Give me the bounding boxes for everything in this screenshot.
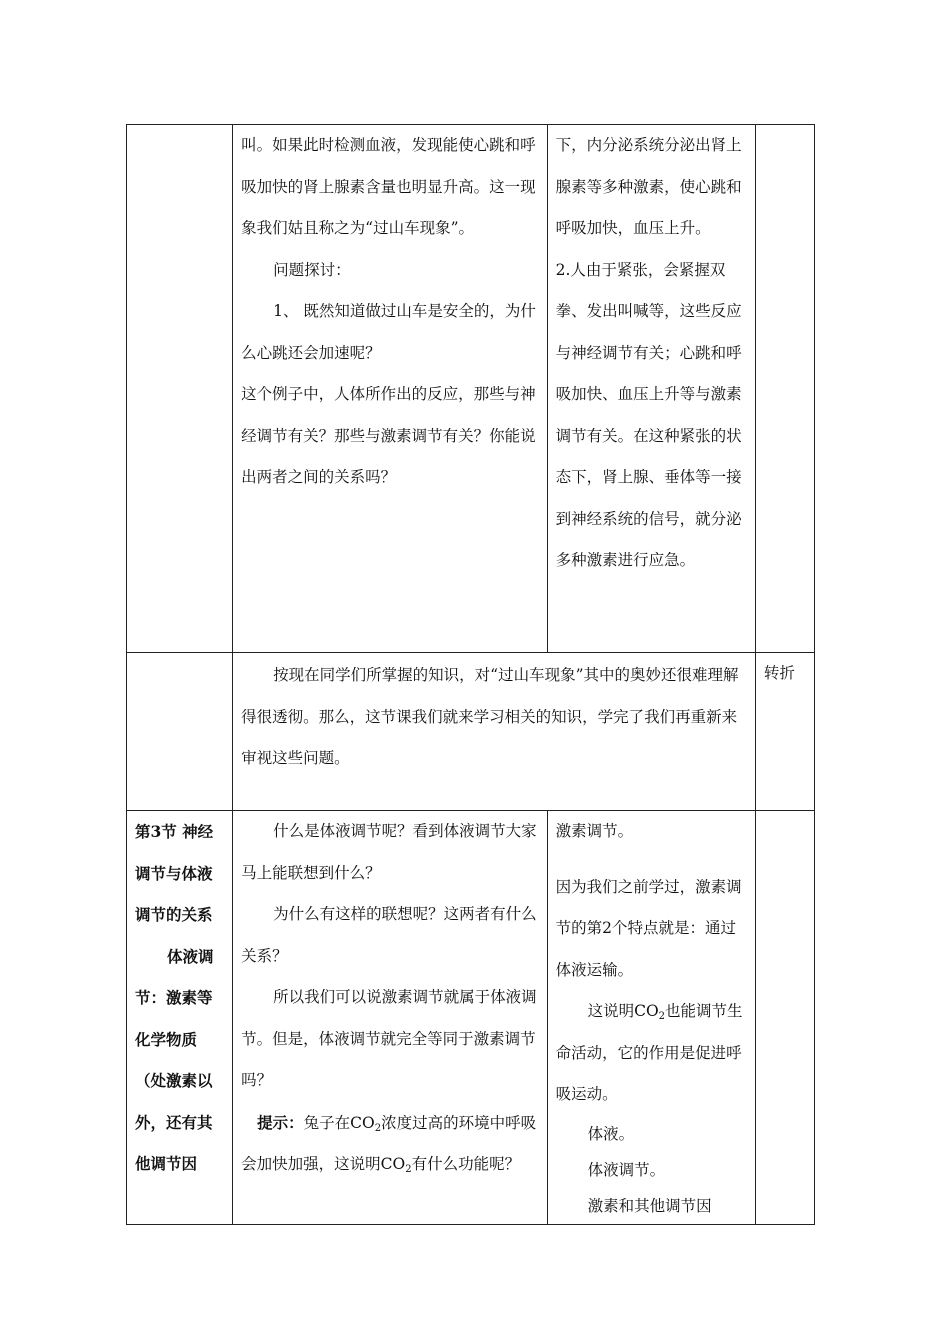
row3-col3-para3	[556, 991, 747, 1116]
row1-col2-para2: 问题探讨：	[273, 260, 351, 279]
section-title: 第3节 神经调节与体液调节的关系	[135, 822, 214, 924]
row1-col1	[127, 125, 233, 653]
lesson-plan-table	[126, 124, 815, 1225]
co2-text-b: 也能调节生命活动，它的作用是促进呼吸运动。	[555, 1002, 743, 1103]
row2-main	[233, 653, 756, 811]
row3-col3-para1: 激素调节。	[555, 822, 634, 840]
hint-text-b: 浓度过高的环境中呼吸会加快加强，这说明CO	[241, 1113, 537, 1173]
hint-label: 提示：	[257, 1112, 304, 1132]
row1-col2	[233, 125, 547, 653]
row1-col3-para2: 2.人由于紧张，会紧握双拳、发出叫喊等，这些反应与神经调节有关；心跳和呼吸加快、血压上升等与激素调节有关。在这种紧张的状态下，肾上腺、垂体等一接到神经系统的信号，就分泌多种激素进行应急。	[555, 260, 742, 569]
hint-text-c: 有什么功能呢？	[411, 1155, 521, 1173]
row3-col2	[233, 811, 547, 1225]
row3-col4	[755, 811, 814, 1225]
row1-col4	[755, 125, 814, 653]
row1-col2-para3: 1、 既然知道做过山车是安全的，为什么心跳还会加速呢？	[241, 302, 536, 362]
co2-text-a: 这说明CO	[587, 1002, 659, 1020]
hint-subscript-1: 2	[374, 1122, 382, 1134]
row3-col3	[547, 811, 755, 1225]
row1-col2-para1: 叫。如果此时检测血液，发现能使心跳和呼吸加快的肾上腺素含量也明显升高。这一现象我们姑且称之为“过山车现象”。	[241, 136, 536, 237]
row2-note	[755, 653, 814, 811]
row2-note-text: 转折	[763, 664, 795, 682]
row3-col3-para4: 体液。	[587, 1124, 635, 1143]
row3-col3-para5: 体液调节。	[587, 1160, 666, 1179]
row2-main-text: 按现在同学们所掌握的知识，对“过山车现象”其中的奥妙还很难理解得很透彻。那么，这节课我们就来学习相关的知识，学完了我们再重新来审视这些问题。	[241, 666, 739, 767]
row2-col1	[127, 653, 233, 811]
row3-col2-para1: 什么是体液调节呢？看到体液调节大家马上能联想到什么？	[241, 822, 537, 882]
hint-text-a: 兔子在CO	[303, 1113, 375, 1132]
table-row	[127, 653, 815, 811]
row3-col1	[127, 811, 233, 1225]
hint-subscript-2: 2	[405, 1164, 412, 1175]
section-definition: 体液调节：激素等化学物质（处激素以外，还有其他调节因	[135, 946, 214, 1173]
row1-col2-para4: 这个例子中，人体所作出的反应，那些与神经调节有关？那些与激素调节有关？你能说出两者之间的关系吗？	[241, 385, 536, 486]
row1-col3-para1: 下，内分泌系统分泌出肾上腺素等多种激素，使心跳和呼吸加快，血压上升。	[555, 136, 742, 237]
row3-col3-para2: 因为我们之前学过，激素调节的第2个特点就是：通过体液运输。	[555, 877, 742, 979]
row3-col2-para3: 所以我们可以说激素调节就属于体液调节。但是，体液调节就完全等同于激素调节吗？	[241, 988, 537, 1089]
table-row	[127, 811, 815, 1225]
co2-subscript: 2	[658, 1011, 666, 1022]
row1-col3	[547, 125, 755, 653]
table-row	[127, 125, 815, 653]
row3-col2-para2: 为什么有这样的联想呢？这两者有什么关系？	[241, 905, 537, 965]
row3-col3-para6: 激素和其他调节因	[587, 1196, 712, 1215]
row3-col2-hint	[241, 1102, 538, 1186]
